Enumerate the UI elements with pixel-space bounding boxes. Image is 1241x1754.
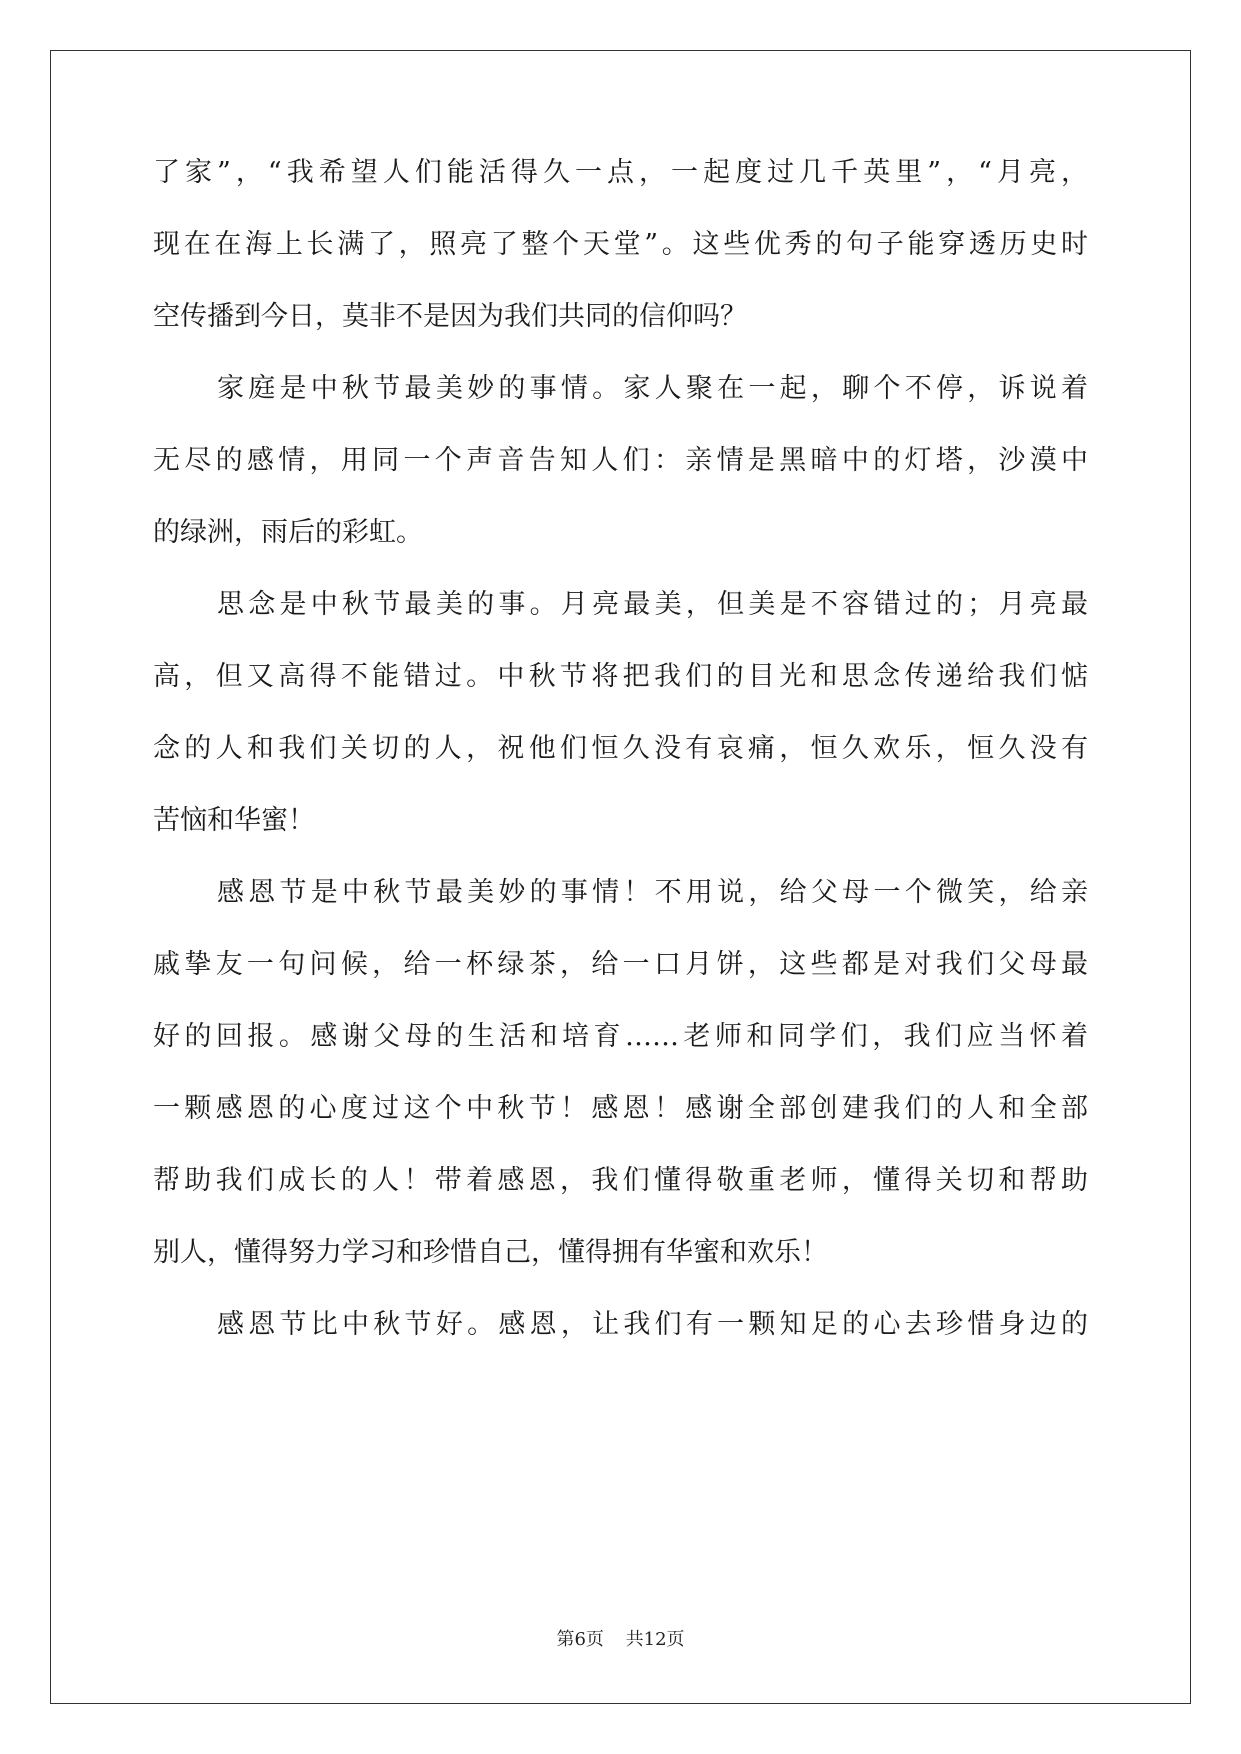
paragraph-start-line: 感恩节比中秋节好。感恩，让我们有一颗知足的心去珍惜身边的 xyxy=(217,1309,1088,1340)
text-line: 现在在海上长满了，照亮了整个天堂”。这些优秀的句子能穿透历史时 xyxy=(153,229,1088,260)
text-line: 无尽的感情，用同一个声音告知人们：亲情是黑暗中的灯塔，沙漠中 xyxy=(153,445,1088,476)
text-line: 空传播到今日，莫非不是因为我们共同的信仰吗？ xyxy=(153,301,747,332)
text-line: 高，但又高得不能错过。中秋节将把我们的目光和思念传递给我们惦 xyxy=(153,661,1088,692)
text-line: 帮助我们成长的人！带着感恩，我们懂得敬重老师，懂得关切和帮助 xyxy=(153,1165,1088,1196)
text-line: 戚挚友一句问候，给一杯绿茶，给一口月饼，这些都是对我们父母最 xyxy=(153,949,1088,980)
text-line: 一颗感恩的心度过这个中秋节！感恩！感谢全部创建我们的人和全部 xyxy=(153,1093,1088,1124)
text-line: 别人，懂得努力学习和珍惜自己，懂得拥有华蜜和欢乐！ xyxy=(153,1237,828,1268)
text-line: 念的人和我们关切的人，祝他们恒久没有哀痛，恒久欢乐，恒久没有 xyxy=(153,733,1088,764)
text-line: 好的回报。感谢父母的生活和培育……老师和同学们，我们应当怀着 xyxy=(153,1021,1088,1052)
text-line: 了家”，“我希望人们能活得久一点，一起度过几千英里”，“月亮， xyxy=(153,157,1088,188)
text-line: 苦恼和华蜜！ xyxy=(153,805,315,836)
page-footer xyxy=(0,1628,1241,1652)
page-number: 第6页 xyxy=(556,1629,604,1650)
paragraph-start-line: 感恩节是中秋节最美妙的事情！不用说，给父母一个微笑，给亲 xyxy=(217,877,1088,908)
page-total: 共12页 xyxy=(625,1629,685,1650)
paragraph-start-line: 家庭是中秋节最美妙的事情。家人聚在一起，聊个不停，诉说着 xyxy=(217,373,1088,404)
text-line: 的绿洲，雨后的彩虹。 xyxy=(153,517,423,548)
paragraph-start-line: 思念是中秋节最美的事。月亮最美，但美是不容错过的；月亮最 xyxy=(217,589,1088,620)
